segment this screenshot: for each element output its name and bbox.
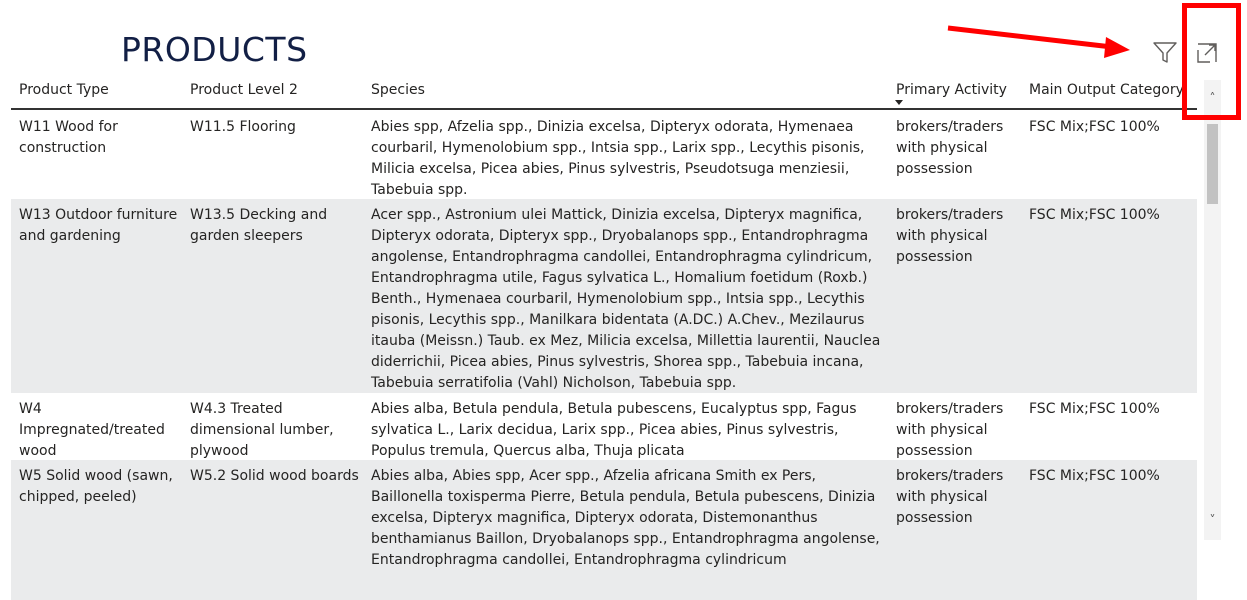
column-header-product-type[interactable]: Product Type: [19, 82, 109, 98]
cell-species: Acer spp., Astronium ulei Mattick, Dinizia excelsa, Dipteryx magnifica, Dipteryx odorata, Dipteryx spp., Dryobalanops spp., Entandrophragma angolense, Entandrophragma candollei, Entandrophragma cylindricum, Entandrophragma utile, Fagus sylvatica L., Homalium foetidum (Roxb.) Benth., Hymenaea courbaril, Hymenolobium spp., Intsia spp., Lecythis pisonis, Lecythis spp., Manilkara bidentata (A.DC.) A.Chev., Mezilaurus itauba (Meissn.) Taub. ex Mez, Milicia excelsa, Millettia laurentii, Nauclea diderrichii, Picea abies, Pinus sylvestris, Shorea spp., Tabebuia incana, Tabebuia serratifolia (Vahl) Nicholson, Tabebuia spp.: [371, 207, 881, 391]
scroll-down-button[interactable]: ˅: [1209, 513, 1216, 527]
table-row[interactable]: [11, 111, 1197, 199]
cell-primary-activity: brokers/traders with physical possession: [896, 468, 1004, 526]
cell-main-output-category: FSC Mix;FSC 100%: [1029, 207, 1160, 223]
table-row[interactable]: [11, 393, 1197, 460]
cell-product-level-2: W5.2 Solid wood boards: [190, 468, 359, 484]
filter-icon: [1152, 41, 1178, 65]
cell-main-output-category: FSC Mix;FSC 100%: [1029, 468, 1160, 484]
cell-species: Abies alba, Abies spp, Acer spp., Afzelia africana Smith ex Pers, Baillonella toxisperma Pierre, Betula pendula, Betula pubescens, Dinizia excelsa, Dipteryx magnifica, Dipteryx odorata, Distemonanthus benthamianus Baillon, Dryobalanops spp., Entandrophragma angolense, Entandrophragma candollei, Entandrophragma cylindricum: [371, 468, 880, 568]
cell-species: Abies alba, Betula pendula, Betula pubescens, Eucalyptus spp, Fagus sylvatica L., Larix decidua, Larix spp., Picea abies, Pinus sylvestris, Populus tremula, Quercus alba, Thuja plicata: [371, 401, 857, 459]
vertical-scrollbar[interactable]: [1204, 80, 1221, 540]
cell-primary-activity: brokers/traders with physical possession: [896, 207, 1004, 265]
column-header-product-level-2[interactable]: Product Level 2: [190, 82, 298, 98]
cell-product-type: W4 Impregnated/treated wood: [19, 401, 165, 459]
products-table: [11, 76, 1221, 568]
scrollbar-thumb[interactable]: [1207, 124, 1218, 204]
scroll-up-button[interactable]: ˄: [1209, 91, 1216, 105]
table-row[interactable]: [11, 460, 1197, 600]
annotation-highlight-box: [1182, 3, 1241, 120]
cell-primary-activity: brokers/traders with physical possession: [896, 119, 1004, 177]
cell-product-type: W11 Wood for construction: [19, 119, 118, 156]
cell-species: Abies spp, Afzelia spp., Dinizia excelsa, Dipteryx odorata, Hymenaea courbaril, Hymenolobium spp., Intsia spp., Larix spp., Lecythis pisonis, Milicia excelsa, Picea abies, Pinus sylvestris, Pseudotsuga menziesii, Tabebuia spp.: [371, 119, 865, 198]
cell-product-type: W5 Solid wood (sawn, chipped, peeled): [19, 468, 173, 505]
sort-descending-icon: [895, 100, 903, 105]
cell-main-output-category: FSC Mix;FSC 100%: [1029, 401, 1160, 417]
cell-product-level-2: W4.3 Treated dimensional lumber, plywood: [190, 401, 334, 459]
column-header-primary-activity[interactable]: Primary Activity: [896, 82, 1007, 98]
cell-main-output-category: FSC Mix;FSC 100%: [1029, 119, 1160, 135]
cell-product-level-2: W13.5 Decking and garden sleepers: [190, 207, 328, 244]
column-header-main-output-category[interactable]: Main Output Category: [1029, 82, 1184, 98]
table-header: [11, 76, 1197, 110]
cell-product-type: W13 Outdoor furniture and gardening: [19, 207, 178, 244]
filter-button[interactable]: [1151, 39, 1179, 67]
table-row[interactable]: [11, 199, 1197, 393]
column-header-species[interactable]: Species: [371, 82, 425, 98]
cell-primary-activity: brokers/traders with physical possession: [896, 401, 1004, 459]
page-title: PRODUCTS: [121, 30, 308, 69]
cell-product-level-2: W11.5 Flooring: [190, 119, 296, 135]
